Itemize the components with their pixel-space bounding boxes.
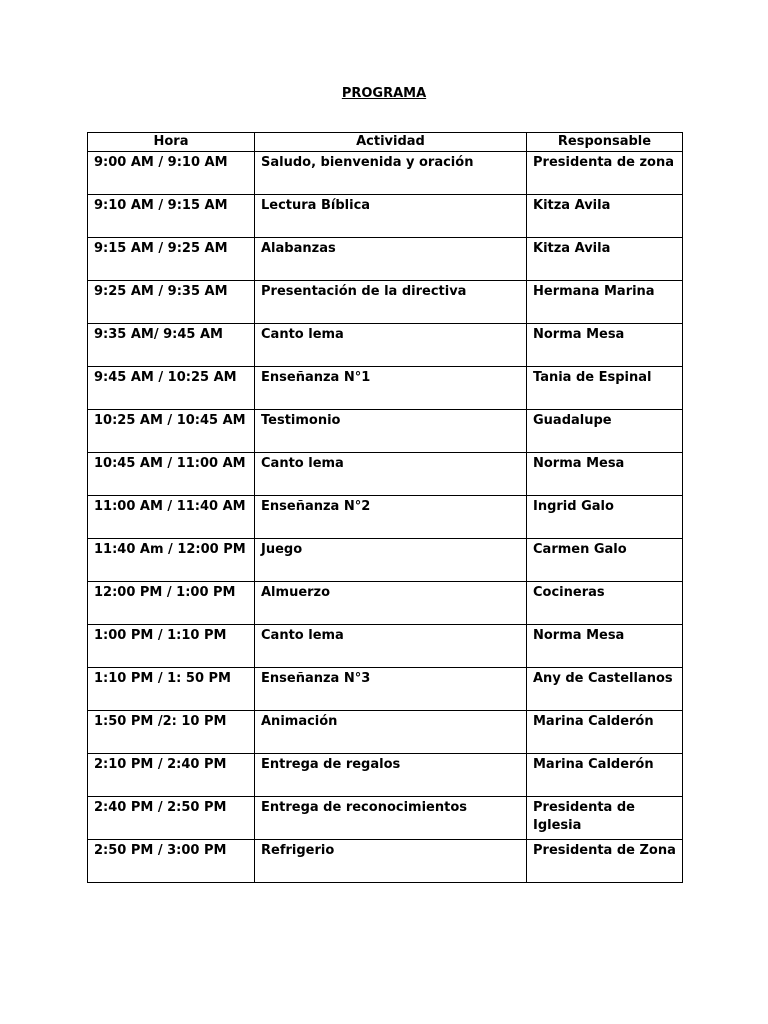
cell-hora: 2:50 PM / 3:00 PM — [88, 840, 255, 883]
cell-responsable: Norma Mesa — [527, 625, 683, 668]
table-row — [88, 152, 683, 195]
table-row — [88, 539, 683, 582]
table-row — [88, 754, 683, 797]
cell-hora: 9:35 AM/ 9:45 AM — [88, 324, 255, 367]
cell-hora: 9:10 AM / 9:15 AM — [88, 195, 255, 238]
cell-actividad: Enseñanza N°1 — [255, 367, 527, 410]
column-header-responsable: Responsable — [527, 133, 683, 152]
cell-responsable: Presidenta de zona — [527, 152, 683, 195]
cell-responsable: Kitza Avila — [527, 238, 683, 281]
table-row — [88, 367, 683, 410]
cell-hora: 9:15 AM / 9:25 AM — [88, 238, 255, 281]
cell-responsable: Any de Castellanos — [527, 668, 683, 711]
cell-responsable: Norma Mesa — [527, 324, 683, 367]
cell-actividad: Alabanzas — [255, 238, 527, 281]
table-row — [88, 496, 683, 539]
cell-responsable: Presidenta de Iglesia — [527, 797, 683, 840]
cell-hora: 1:10 PM / 1: 50 PM — [88, 668, 255, 711]
table-row — [88, 238, 683, 281]
cell-actividad: Entrega de reconocimientos — [255, 797, 527, 840]
cell-actividad: Testimonio — [255, 410, 527, 453]
cell-hora: 10:45 AM / 11:00 AM — [88, 453, 255, 496]
column-header-hora: Hora — [88, 133, 255, 152]
cell-actividad: Refrigerio — [255, 840, 527, 883]
cell-responsable: Kitza Avila — [527, 195, 683, 238]
cell-responsable: Marina Calderón — [527, 754, 683, 797]
table-row — [88, 668, 683, 711]
cell-responsable: Ingrid Galo — [527, 496, 683, 539]
cell-responsable: Guadalupe — [527, 410, 683, 453]
cell-actividad: Saludo, bienvenida y oración — [255, 152, 527, 195]
cell-hora: 1:50 PM /2: 10 PM — [88, 711, 255, 754]
cell-hora: 9:00 AM / 9:10 AM — [88, 152, 255, 195]
cell-actividad: Juego — [255, 539, 527, 582]
table-row — [88, 324, 683, 367]
cell-actividad: Enseñanza N°2 — [255, 496, 527, 539]
page-title: PROGRAMA — [341, 86, 427, 101]
cell-hora: 10:25 AM / 10:45 AM — [88, 410, 255, 453]
table-row — [88, 840, 683, 883]
cell-hora: 2:10 PM / 2:40 PM — [88, 754, 255, 797]
table-row — [88, 625, 683, 668]
table-row — [88, 410, 683, 453]
cell-responsable: Carmen Galo — [527, 539, 683, 582]
cell-hora: 9:45 AM / 10:25 AM — [88, 367, 255, 410]
cell-hora: 11:00 AM / 11:40 AM — [88, 496, 255, 539]
cell-actividad: Entrega de regalos — [255, 754, 527, 797]
cell-actividad: Almuerzo — [255, 582, 527, 625]
table-header-row — [88, 133, 683, 152]
cell-actividad: Canto lema — [255, 324, 527, 367]
table-row — [88, 582, 683, 625]
cell-responsable: Hermana Marina — [527, 281, 683, 324]
cell-actividad: Canto lema — [255, 625, 527, 668]
cell-responsable: Marina Calderón — [527, 711, 683, 754]
cell-hora: 9:25 AM / 9:35 AM — [88, 281, 255, 324]
cell-hora: 11:40 Am / 12:00 PM — [88, 539, 255, 582]
table-row — [88, 711, 683, 754]
cell-hora: 2:40 PM / 2:50 PM — [88, 797, 255, 840]
cell-actividad: Lectura Bíblica — [255, 195, 527, 238]
table-row — [88, 281, 683, 324]
cell-responsable: Presidenta de Zona — [527, 840, 683, 883]
table-row — [88, 195, 683, 238]
table-row — [88, 797, 683, 840]
cell-actividad: Canto lema — [255, 453, 527, 496]
cell-actividad: Enseñanza N°3 — [255, 668, 527, 711]
cell-responsable: Cocineras — [527, 582, 683, 625]
column-header-actividad: Actividad — [255, 133, 527, 152]
cell-responsable: Norma Mesa — [527, 453, 683, 496]
cell-hora: 12:00 PM / 1:00 PM — [88, 582, 255, 625]
schedule-table — [87, 132, 683, 883]
table-row — [88, 453, 683, 496]
cell-actividad: Animación — [255, 711, 527, 754]
cell-hora: 1:00 PM / 1:10 PM — [88, 625, 255, 668]
cell-actividad: Presentación de la directiva — [255, 281, 527, 324]
cell-responsable: Tania de Espinal — [527, 367, 683, 410]
